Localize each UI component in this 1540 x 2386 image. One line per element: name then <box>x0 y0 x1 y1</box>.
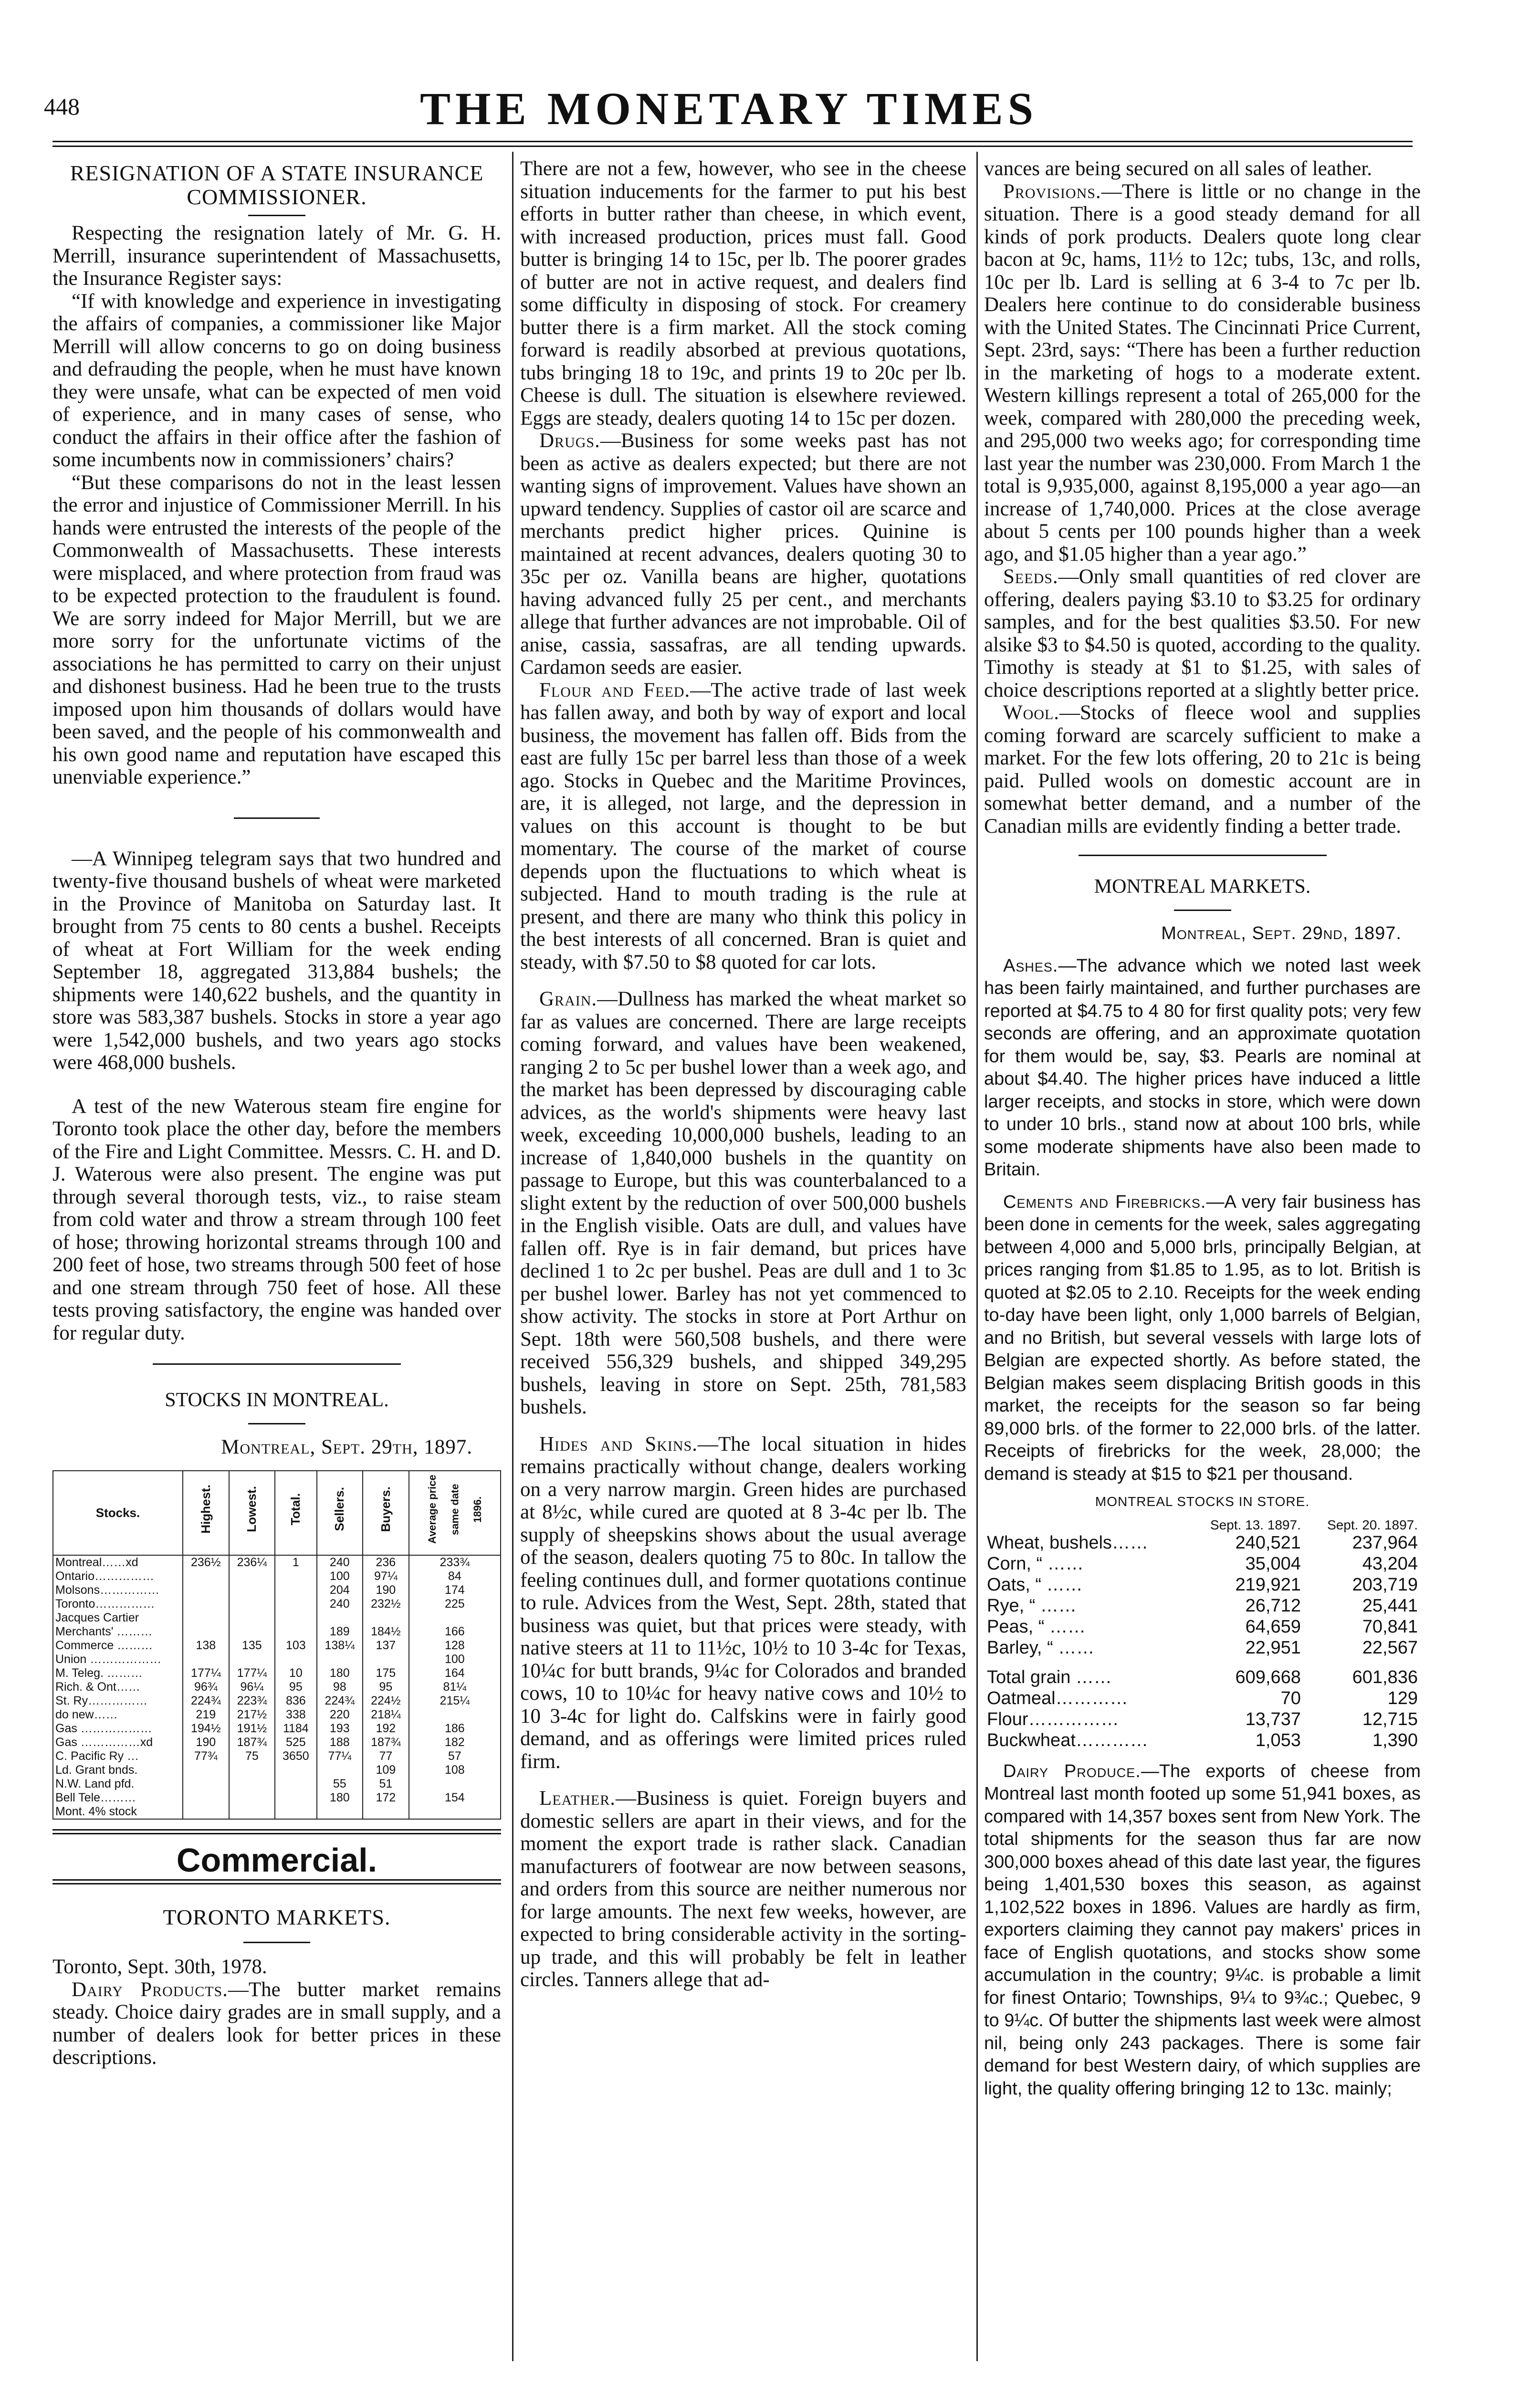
leather-text: —Business is quiet. Foreign buyers and domestic sellers are apart in their views, and for the moment the export trade is rather slack. Canadian manufacturers of footwear are now between seasons, and orders from this source are neither numerous nor for large amounts. The next few weeks, however, are expected to bring considerable activity in the sorting-up trade, and this will probably be felt in leather circles. Tanners allege that ad- <box>520 1787 966 1991</box>
stock-value: 77¼ <box>317 1749 363 1763</box>
paragraph: A test of the new Waterous steam fire engine for Toronto took place the other day, before the members of the Fire and Light Committee. Messrs. C. H. and D. J. Waterous were also present. The engine was put through several thorough tests, viz., to raise steam from cold water and throw a stream through 100 feet of hose; throwing horizontal streams through 100 and 200 feet of hose, two streams through 500 feet of hose and one stream through 750 feet of hose. All these tests proving satisfactory, the engine was handed over for regular duty. <box>52 1095 501 1344</box>
stock-value <box>183 1777 229 1791</box>
paragraph: “If with knowledge and experience in investigating the affairs of companies, a commissioner like Major Merrill will allow concerns to go on doing business and defrauding the people, when he must have known they were unsafe, what can be expected of men void of experience, and in many cases of sense, who conduct the affairs in their office after the fashion of some incumbents now in commissioners’ chairs? <box>52 290 501 471</box>
col-head: Average price same date 1896. <box>426 1475 483 1544</box>
stock-value: 103 <box>275 1639 316 1653</box>
drugs-text: —Business for some weeks past has not been as active as dealers expected; but there are not wanting signs of improvement. Values have shown an upward tendency. Supplies of castor oil are scarce and merchants predict higher prices. Quinine is maintained at recent advances, dealers quoting 30 to 35c per oz. Vanilla beans are higher, quotations having advanced fully 25 per cent., and merchants allege that further advances are not improbable. Oil of anise, cassia, sassafras, are all tending upwards. Cardamon seeds are easier. <box>520 429 966 679</box>
stock-name: Rich. & Ont…… <box>53 1680 183 1694</box>
commodity-value: 1,053 <box>1255 1730 1301 1750</box>
stock-value: 233¾ <box>409 1555 501 1570</box>
column-1 <box>52 157 501 2069</box>
rule <box>243 1942 310 1943</box>
table-row <box>53 1680 501 1694</box>
seeds-lead: Seeds. <box>1003 565 1058 588</box>
stock-value: 154 <box>409 1791 501 1805</box>
rule <box>52 1829 501 1834</box>
stock-value: 175 <box>363 1666 409 1680</box>
table-row <box>53 1763 501 1777</box>
stock-value: 128 <box>409 1639 501 1653</box>
stock-value <box>317 1763 363 1777</box>
stock-value <box>229 1805 275 1819</box>
stock-value <box>229 1583 275 1597</box>
table-row <box>984 1616 1421 1637</box>
stock-value: 1184 <box>275 1722 316 1736</box>
table-row <box>53 1611 501 1625</box>
header-rule <box>52 141 1413 147</box>
stock-value: 75 <box>229 1749 275 1763</box>
table-row <box>984 1637 1421 1658</box>
stock-value: 836 <box>275 1694 316 1708</box>
stock-value: 190 <box>363 1583 409 1597</box>
stock-value: 138 <box>183 1639 229 1653</box>
commodity-value: 70,841 <box>1362 1616 1418 1637</box>
stock-value <box>183 1570 229 1583</box>
stock-value: 98 <box>317 1680 363 1694</box>
grain-lead: Grain. <box>539 988 597 1010</box>
table-row <box>53 1777 501 1791</box>
stock-value <box>183 1763 229 1777</box>
stock-value: 218¼ <box>363 1708 409 1722</box>
table-row <box>53 1791 501 1805</box>
stock-value <box>229 1597 275 1611</box>
stock-value <box>183 1597 229 1611</box>
stock-value <box>183 1611 229 1625</box>
table-row <box>53 1570 501 1583</box>
col-head: Lowest. <box>244 1486 259 1532</box>
hides-lead: Hides and Skins. <box>539 1433 698 1455</box>
column-divider-1 <box>512 152 513 2361</box>
stock-value: 223¾ <box>229 1694 275 1708</box>
stock-value: 135 <box>229 1639 275 1653</box>
stock-value: 172 <box>363 1791 409 1805</box>
headline-montreal-markets: MONTREAL MARKETS. <box>1094 876 1311 898</box>
commodity-name: Buckwheat………… <box>987 1730 1148 1750</box>
stock-value <box>275 1805 316 1819</box>
table-row <box>53 1597 501 1611</box>
commodity-value: 1,390 <box>1372 1730 1418 1750</box>
stock-value: 240 <box>317 1597 363 1611</box>
stock-value <box>275 1791 316 1805</box>
montreal-stocks-table <box>984 1518 1421 1751</box>
stock-value: 1 <box>275 1555 316 1570</box>
stock-value: 180 <box>317 1791 363 1805</box>
commodity-name: Oats, “ …… <box>987 1574 1083 1595</box>
stock-value: 190 <box>183 1736 229 1749</box>
flour-lead: Flour and Feed. <box>539 679 691 701</box>
stock-name: Mont. 4% stock <box>53 1805 183 1819</box>
dairy-produce-lead: Dairy Produce. <box>1003 1761 1141 1781</box>
headline-toronto-markets: TORONTO MARKETS. <box>163 1905 391 1929</box>
stock-value: 96¾ <box>183 1680 229 1694</box>
stock-value <box>229 1611 275 1625</box>
leather-lead: Leather. <box>539 1787 616 1810</box>
stock-value: 220 <box>317 1708 363 1722</box>
stock-value <box>183 1583 229 1597</box>
stock-value: 338 <box>275 1708 316 1722</box>
stock-name: St. Ry…………… <box>53 1694 183 1708</box>
stock-value <box>183 1791 229 1805</box>
rule <box>153 1363 401 1365</box>
stock-value: 224¾ <box>183 1694 229 1708</box>
stock-value: 184½ <box>363 1625 409 1639</box>
stock-value <box>317 1805 363 1819</box>
table-row <box>53 1639 501 1653</box>
stock-value <box>409 1611 501 1625</box>
stock-value <box>275 1777 316 1791</box>
column-divider-2 <box>976 152 978 2361</box>
stock-name: Bell Tele……… <box>53 1791 183 1805</box>
commodity-value: 43,204 <box>1362 1553 1418 1574</box>
commodity-value: 240,521 <box>1235 1532 1301 1553</box>
stock-value <box>275 1583 316 1597</box>
stock-value <box>183 1625 229 1639</box>
stock-value: 188 <box>317 1736 363 1749</box>
stock-value: 204 <box>317 1583 363 1597</box>
commodity-value: 12,715 <box>1362 1709 1418 1729</box>
stock-value <box>275 1611 316 1625</box>
stock-value: 51 <box>363 1777 409 1791</box>
stock-value <box>229 1570 275 1583</box>
ashes-text: —The advance which we noted last week has been fairly maintained, and further purchases are reported at $4.75 to 4 80 for first quality pots; very few seconds are offering, and an approximate quotation for them would be, say, $3. Pearls are nominal at about $4.40. The higher prices have induced a little larger receipts, and stocks in store, which were down to under 10 brls., stand now at about 100 brls, while some moderate shipments have also been made to Britain. <box>984 955 1421 1180</box>
stock-value: 138¼ <box>317 1639 363 1653</box>
column-3 <box>984 157 1421 2100</box>
stock-value <box>229 1653 275 1666</box>
rule <box>248 215 305 216</box>
stock-name: Commerce ……… <box>53 1639 183 1653</box>
table-row <box>984 1532 1421 1553</box>
table-row <box>53 1722 501 1736</box>
stock-value: 225 <box>409 1597 501 1611</box>
provisions-text: —There is little or no change in the situation. There is a good steady demand for all kinds of pork products. Dealers quote long clear bacon at 9c, hams, 11½ to 12c; tubs, 13c, and rolls, 10c per lb. Lard is selling at 6 3-4 to 7c per lb. Dealers here continue to do considerable business with the United States. The Cincinnati Price Current, Sept. 23rd, says: “There has been a further reduction in the marketing of hogs to a moderate extent. Western killings represent a total of 265,000 for the week, compared with 280,000 the preceding week, and 295,000 two weeks ago; for corresponding time last year the number was 230,000. From March 1 the total is 9,935,000, against 8,195,000 a year ago—an increase of 1,740,000. Prices at the close average about 5 cents per 100 pounds higher than a week ago, and $1.05 higher than a year ago.” <box>984 180 1421 565</box>
table-row <box>53 1749 501 1763</box>
commodity-value: 609,668 <box>1235 1667 1301 1687</box>
stock-value: 224¾ <box>317 1694 363 1708</box>
dairy-produce-text: —The exports of cheese from Montreal last month footed up some 51,941 boxes, as compared with 14,357 boxes sent from New York. The total shipments for the season thus far are now 300,000 boxes ahead of this date last year, the figures being 1,401,530 boxes this season, as against 1,102,522 boxes in 1896. Values are hardly as firm, exporters claiming they cannot pay makers' prices in face of English quotations, and stocks show some accumulation in the country; 9¼c. is probable a limit for finest Ontario; Townships, 9¼ to 9¾c.; Quebec, 9 to 9¼c. Of butter the shipments last week were almost nil, being only 243 packages. There is some fair demand for best Western dairy, of which supplies are light, the quality offering bringing 12 to 13c. mainly; <box>984 1761 1421 2099</box>
stock-value: 95 <box>275 1680 316 1694</box>
stock-value: 240 <box>317 1555 363 1570</box>
commodity-name: Flour…………… <box>987 1709 1119 1729</box>
table-row <box>53 1805 501 1819</box>
masthead: THE MONETARY TIMES <box>420 83 1038 134</box>
stock-name: Ontario…………… <box>53 1570 183 1583</box>
commodity-value: 70 <box>1280 1688 1301 1708</box>
stock-value: 174 <box>409 1583 501 1597</box>
stock-value: 100 <box>409 1653 501 1666</box>
table-row <box>984 1553 1421 1574</box>
dairy-lead: Dairy Products. <box>72 1978 228 2001</box>
stock-value <box>363 1653 409 1666</box>
table-row <box>53 1666 501 1680</box>
col-head: Total. <box>288 1493 303 1526</box>
rule <box>234 817 320 819</box>
paragraph: “But these comparisons do not in the least lessen the error and injustice of Commissioner Merrill. In his hands were entrusted the interests of the people of the Commonwealth of Massachusetts. These interests were misplaced, and where protection from fraud was to be expected protection to the fraudulent is found. We are sorry indeed for Major Merrill, but we are more sorry for the unfortunate victims of the associations he has permitted to carry on their unjust and dishonest business. Had he been true to the trusts imposed upon him thousands of dollars would have been saved, and the people of his commonwealth and his own good name and reputation have escaped this unenviable experience.” <box>52 471 501 788</box>
stock-value <box>317 1653 363 1666</box>
table-row <box>984 1688 1421 1709</box>
col-head: Buyers. <box>378 1486 393 1532</box>
commodity-value: 219,921 <box>1235 1574 1301 1595</box>
table-row <box>53 1583 501 1597</box>
stock-value: 84 <box>409 1570 501 1583</box>
col-head: Stocks. <box>95 1505 140 1520</box>
stock-name: Montreal……xd <box>53 1555 183 1570</box>
table-row <box>984 1658 1421 1688</box>
commodity-name: Barley, “ …… <box>987 1637 1095 1658</box>
cements-text: —A very fair business has been done in cements for the week, sales aggregating between 4,000 and 5,000 brls, principally Belgian, at prices ranging from $1.85 to 1.95, as to lot. British is quoted at $2.05 to 2.10. Receipts for the week ending to-day have been light, only 1,000 barrels of Belgian, and no British, but several vessels with large lots of Belgian are expected shortly. As before stated, the Belgian makes seem displacing British goods in this market, the receipts for the season so far being 89,000 brls. of the former to 22,000 brls. of the latter. Receipts of firebricks for the week, 28,000; the demand is steady at $15 to $21 per thousand. <box>984 1192 1421 1484</box>
hides-text: —The local situation in hides remains practically without change, dealers working on a very narrow margin. Green hides are purchased at 8½c, while cured are quoted at 8 3-4c per lb. The supply of sheepskins shows about the usual average of the season, dealers quoting 75 to 80c. In tallow the feeling continues dull, and former quotations continue to rule. Advices from the West, Sept. 28th, stated that business was quiet, but that prices were steady, with native steers at 11 to 11½c, 10½ to 10 3-4c for Texas, 10¼c for butt brands, 9¼c for Colorados and branded cows, 10 to 10¼c for heavy native cows and 10½ to 10 3-4c for light do. Calfskins were in fairly good demand, and as offerings were limited prices ruled firm. <box>520 1433 966 1773</box>
stock-value: 10 <box>275 1666 316 1680</box>
commodity-name: Total grain …… <box>987 1667 1112 1687</box>
commodity-name: Oatmeal………… <box>987 1688 1128 1708</box>
stock-value: 55 <box>317 1777 363 1791</box>
stock-value <box>409 1805 501 1819</box>
rule <box>248 1423 305 1424</box>
stock-value: 100 <box>317 1570 363 1583</box>
stock-value: 232½ <box>363 1597 409 1611</box>
stock-value: 137 <box>363 1639 409 1653</box>
section-commercial: Commercial. <box>176 1842 377 1879</box>
stock-name: Merchants' ……… <box>53 1625 183 1639</box>
table-row <box>984 1574 1421 1595</box>
stock-value <box>183 1653 229 1666</box>
stock-value <box>275 1653 316 1666</box>
stocks-dateline: Montreal, Sept. 29th, 1897. <box>221 1436 472 1458</box>
stock-value <box>275 1625 316 1639</box>
stock-value: 186 <box>409 1722 501 1736</box>
commodity-value: 26,712 <box>1245 1595 1301 1616</box>
stock-value <box>275 1597 316 1611</box>
seeds-text: —Only small quantities of red clover are offering, dealers paying $3.10 to $3.25 for ordinary samples, and for the best qualities $3.50. For new alsike $3 to $4.50 is quoted, according to the quality. Timothy is steady at $1 to $1.25, with sales of choice descriptions reported at a slightly better price. <box>984 565 1421 701</box>
stock-value <box>229 1791 275 1805</box>
wool-text: —Stocks of fleece wool and supplies coming forward are scarcely sufficient to make a market. For the few lots offering, 20 to 21c is being paid. Pulled wools on domestic account are in somewhat better demand, and a number of the Canadian mills are evidently finding a better trade. <box>984 701 1421 837</box>
stock-value: 166 <box>409 1625 501 1639</box>
stock-name: Gas ……………xd <box>53 1736 183 1749</box>
paragraph: There are not a few, however, who see in the cheese situation inducements for the farmer to put his best efforts in butter rather than cheese, in which event, with increased production, prices must fall. Good butter is bringing 14 to 15c, per lb. The poorer grades of butter are not in active request, and dealers find some difficulty in disposing of stock. For creamery butter there is a firm market. All the stock coming forward is readily absorbed at previous quotations, tubs bringing 18 to 19c, and prints 19 to 20c per lb. Cheese is dull. The situation is elsewhere reviewed. Eggs are steady, dealers quoting 14 to 15c per dozen. <box>520 157 966 429</box>
stock-value: 219 <box>183 1708 229 1722</box>
table-row <box>53 1653 501 1666</box>
commodity-value: 35,004 <box>1245 1553 1301 1574</box>
stock-name: Molsons…………… <box>53 1583 183 1597</box>
commodity-name: Wheat, bushels…… <box>987 1532 1148 1553</box>
stock-value: 77¾ <box>183 1749 229 1763</box>
table-row <box>53 1555 501 1570</box>
stock-value: 57 <box>409 1749 501 1763</box>
stock-value: 236¼ <box>229 1555 275 1570</box>
stock-value: 192 <box>363 1722 409 1736</box>
stock-value <box>229 1625 275 1639</box>
table-row <box>984 1730 1421 1751</box>
commodity-value: 13,737 <box>1245 1709 1301 1729</box>
wool-lead: Wool. <box>1003 701 1059 724</box>
stock-value: 187¾ <box>229 1736 275 1749</box>
stocks-table <box>52 1470 501 1820</box>
col-head: Highest. <box>198 1485 213 1534</box>
stock-name: do new…… <box>53 1708 183 1722</box>
commodity-value: 22,951 <box>1245 1637 1301 1658</box>
stock-name: Gas ……………… <box>53 1722 183 1736</box>
commodity-value: 64,659 <box>1245 1616 1301 1637</box>
stock-value: 194½ <box>183 1722 229 1736</box>
stock-value <box>409 1708 501 1722</box>
table-row <box>53 1736 501 1749</box>
stock-name: Union ……………… <box>53 1653 183 1666</box>
cements-lead: Cements and Firebricks. <box>1003 1192 1206 1212</box>
rule <box>1174 910 1231 911</box>
stock-value <box>229 1777 275 1791</box>
provisions-lead: Provisions. <box>1003 180 1101 203</box>
stock-value <box>183 1805 229 1819</box>
stock-name: C. Pacific Ry … <box>53 1749 183 1763</box>
stock-value <box>275 1570 316 1583</box>
col-head: Sellers. <box>332 1487 347 1531</box>
table-row <box>53 1625 501 1639</box>
table-row <box>984 1595 1421 1616</box>
grain-text: —Dullness has marked the wheat market so far as values are concerned. There are large receipts coming forward, and values have been weakened, ranging 2 to 5c per bushel lower than a week ago, and the market has been depressed by discouraging cable advices, as the world's shipments were heavy last week, exceeding 10,000,000 bushels, leading to an increase of 1,840,000 bushels in the quantity on passage to Europe, but this was counterbalanced to a slight extent by the reduction of over 500,000 bushels in the English visible. Oats are dull, and values have fallen off. Rye is in fair demand, but prices have declined 1 to 2c per bushel. Peas are dull and 1 to 3c per bushel lower. Barley has not yet commenced to show activity. The stocks in store at Port Arthur on Sept. 18th were 560,508 bushels, and there were received 556,329 bushels, and shipped 349,295 bushels, leaving in store on Sept. 25th, 781,583 bushels. <box>520 988 966 1418</box>
stock-value: 189 <box>317 1625 363 1639</box>
paragraph: —A Winnipeg telegram says that two hundred and twenty-five thousand bushels of wheat were marketed in the Province of Manitoba on Saturday last. It brought from 75 cents to 80 cents a bushel. Receipts of wheat at Fort William for the week ending September 18, aggregated 313,884 bushels; the shipments were 140,622 bushels, and the quantity in store was 583,387 bushels. Stocks in store a year ago were 1,542,000 bushels, and two years ago stocks were 468,000 bushels. <box>52 847 501 1074</box>
paragraph: vances are being secured on all sales of leather. <box>984 157 1372 180</box>
stock-value: 182 <box>409 1736 501 1749</box>
montreal-stocks-title: MONTREAL STOCKS IN STORE. <box>1095 1494 1310 1509</box>
commodity-name: Peas, “ …… <box>987 1616 1086 1637</box>
stock-value <box>409 1777 501 1791</box>
commodity-value: 129 <box>1387 1688 1418 1708</box>
commodity-value: 203,719 <box>1352 1574 1418 1595</box>
stock-value: 3650 <box>275 1749 316 1763</box>
montreal-dateline: Montreal, Sept. 29nd, 1897. <box>1161 923 1402 943</box>
stock-value <box>275 1763 316 1777</box>
stock-value: 224½ <box>363 1694 409 1708</box>
stock-value: 215¼ <box>409 1694 501 1708</box>
stock-value: 187¾ <box>363 1736 409 1749</box>
table-row <box>984 1709 1421 1730</box>
stock-value: 96¼ <box>229 1680 275 1694</box>
table-row <box>53 1708 501 1722</box>
stock-value: 525 <box>275 1736 316 1749</box>
stock-name: Ld. Grant bnds. <box>53 1763 183 1777</box>
dairy-text: —The butter market remains steady. Choice dairy grades are in small supply, and a number of dealers look for better prices in these descriptions. <box>52 1978 501 2069</box>
paragraph: Respecting the resignation lately of Mr. G. H. Merrill, insurance superintendent of Massachusetts, the Insurance Register says: <box>52 222 501 290</box>
stock-value: 191½ <box>229 1722 275 1736</box>
commodity-value: 601,836 <box>1352 1667 1418 1687</box>
rule <box>1079 855 1327 856</box>
commodity-name: Rye, “ …… <box>987 1595 1077 1616</box>
stock-value <box>317 1611 363 1625</box>
stock-name: Toronto…………… <box>53 1597 183 1611</box>
stock-value: 81¼ <box>409 1680 501 1694</box>
stock-value <box>363 1611 409 1625</box>
page-number: 448 <box>44 93 80 120</box>
stock-value: 77 <box>363 1749 409 1763</box>
stock-name: N.W. Land pfd. <box>53 1777 183 1791</box>
stock-value <box>229 1763 275 1777</box>
stock-value: 108 <box>409 1763 501 1777</box>
headline-resignation: RESIGNATION OF A STATE INSURANCE COMMISSIONER. <box>70 161 484 209</box>
rule <box>52 1879 501 1884</box>
stock-value: 236½ <box>183 1555 229 1570</box>
commodity-value: 25,441 <box>1362 1595 1418 1616</box>
flour-text: —The active trade of last week has fallen away, and both by way of export and local business, the movement has fallen off. Bids from the east are fully 15c per barrel less than those of a week ago. Stocks in Quebec and the Maritime Provinces, are, it is alleged, not large, and the depression in values on this account is thought to be but momentary. The course of the market of course depends upon the fluctuations to which wheat is subjected. Hand to mouth trading is the rule at present, and there are many who think this policy in the best interests of all concerned. Bran is quiet and steady, with $7.50 to $8 quoted for car lots. <box>520 679 966 973</box>
headline-stocks: STOCKS IN MONTREAL. <box>165 1389 389 1411</box>
stock-name: M. Teleg. ……… <box>53 1666 183 1680</box>
stock-value: 177¼ <box>183 1666 229 1680</box>
stock-name: Jacques Cartier <box>53 1611 183 1625</box>
stock-value: 236 <box>363 1555 409 1570</box>
stock-value: 164 <box>409 1666 501 1680</box>
stock-value: 180 <box>317 1666 363 1680</box>
stock-value: 177¼ <box>229 1666 275 1680</box>
commodity-value: 237,964 <box>1352 1532 1418 1553</box>
stock-value: 97¼ <box>363 1570 409 1583</box>
drugs-lead: Drugs. <box>539 429 600 452</box>
ashes-lead: Ashes. <box>1003 955 1058 976</box>
stock-value <box>363 1805 409 1819</box>
col-head <box>984 1518 1187 1532</box>
column-2 <box>520 157 966 1991</box>
table-row <box>53 1694 501 1708</box>
stock-value: 193 <box>317 1722 363 1736</box>
stock-value: 109 <box>363 1763 409 1777</box>
toronto-dateline: Toronto, Sept. 30th, 1978. <box>52 1956 267 1978</box>
commodity-name: Corn, “ …… <box>987 1553 1084 1574</box>
commodity-value: 22,567 <box>1362 1637 1418 1658</box>
stock-value: 95 <box>363 1680 409 1694</box>
col-head: Sept. 13. 1897. <box>1210 1517 1301 1532</box>
stock-value: 217½ <box>229 1708 275 1722</box>
col-head: Sept. 20. 1897. <box>1327 1517 1418 1532</box>
